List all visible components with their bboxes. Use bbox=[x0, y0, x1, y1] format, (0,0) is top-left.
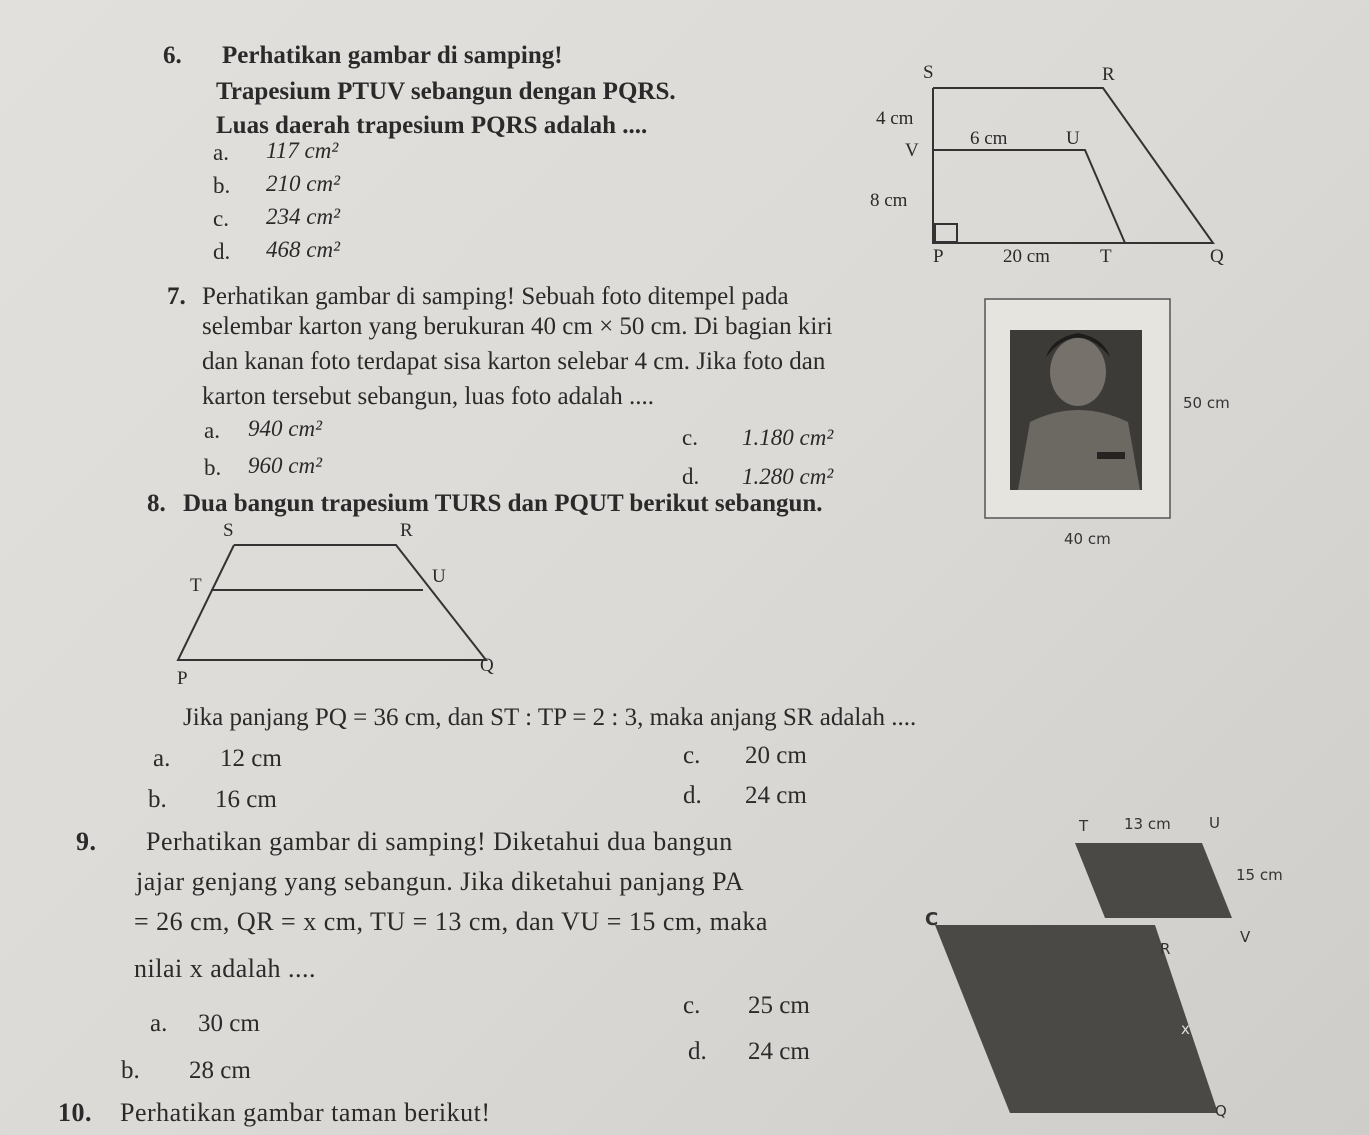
q10-line: Perhatikan gambar taman berikut! bbox=[120, 1098, 491, 1127]
q8-option-a-value: 12 cm bbox=[220, 745, 282, 772]
q9-option-c-key: c. bbox=[683, 992, 701, 1019]
q7-width-label: 40 cm bbox=[1064, 530, 1111, 548]
q6-label-r: R bbox=[1102, 64, 1115, 85]
q9-option-a-value: 30 cm bbox=[198, 1010, 260, 1037]
q6-line-2: Trapesium PTUV sebangun dengan PQRS. bbox=[216, 78, 676, 105]
q6-dim-8cm: 8 cm bbox=[870, 190, 908, 211]
q7-option-a-value: 940 cm² bbox=[248, 416, 322, 441]
q6-number: 6. bbox=[163, 42, 182, 69]
q8-label-s: S bbox=[223, 520, 234, 541]
q9-top-length: 13 cm bbox=[1124, 815, 1171, 833]
q8-label-p: P bbox=[177, 668, 188, 689]
q8-number: 8. bbox=[147, 490, 166, 517]
q8-label-q: Q bbox=[480, 655, 494, 676]
q7-line-4: karton tersebut sebangun, luas foto adalah .... bbox=[202, 383, 654, 410]
q8-option-c-value: 20 cm bbox=[745, 742, 807, 769]
q9-line-4: nilai x adalah .... bbox=[134, 954, 317, 983]
q9-side-length: 15 cm bbox=[1236, 866, 1283, 884]
q7-line-1: Perhatikan gambar di samping! Sebuah foto ditempel pada bbox=[202, 283, 789, 310]
q8-option-d-value: 24 cm bbox=[745, 782, 807, 809]
q7-option-d-value: 1.280 cm² bbox=[742, 464, 834, 489]
q8-label-u: U bbox=[432, 566, 446, 587]
q6-option-a-key: a. bbox=[213, 140, 229, 165]
q7-height-label: 50 cm bbox=[1183, 394, 1230, 412]
q9-line-1: Perhatikan gambar di samping! Diketahui dua bangun bbox=[146, 827, 733, 856]
q6-option-b-value: 210 cm² bbox=[266, 171, 340, 196]
q6-label-v: V bbox=[905, 140, 919, 161]
q8-question: Jika panjang PQ = 36 cm, dan ST : TP = 2 : 3, maka anjang SR adalah .... bbox=[183, 704, 917, 731]
q8-option-a-key: a. bbox=[153, 745, 171, 772]
q6-dim-20cm: 20 cm bbox=[1003, 246, 1050, 267]
q9-label-r: R bbox=[1160, 940, 1171, 958]
q9-label-v: V bbox=[1240, 928, 1251, 946]
q6-option-a-value: 117 cm² bbox=[266, 138, 339, 163]
q9-option-d-key: d. bbox=[688, 1038, 707, 1065]
q9-label-t: T bbox=[1079, 817, 1089, 835]
q7-number: 7. bbox=[167, 283, 186, 310]
q7-line-2: selembar karton yang berukuran 40 cm × 50 cm. Di bagian kiri bbox=[202, 313, 833, 340]
q6-line-1: Perhatikan gambar di samping! bbox=[222, 42, 563, 69]
q8-option-b-value: 16 cm bbox=[215, 786, 277, 813]
q9-option-a-key: a. bbox=[150, 1010, 168, 1037]
q7-option-d-key: d. bbox=[682, 464, 700, 489]
q6-option-c-key: c. bbox=[213, 206, 229, 231]
q8-label-t: T bbox=[190, 575, 202, 596]
q9-label-q: Q bbox=[1215, 1102, 1227, 1120]
q6-dim-6cm: 6 cm bbox=[970, 128, 1008, 149]
q9-option-b-key: b. bbox=[121, 1057, 140, 1084]
q6-option-d-key: d. bbox=[213, 239, 231, 264]
q8-option-c-key: c. bbox=[683, 742, 701, 769]
q9-label-c: C bbox=[925, 909, 939, 930]
q7-option-b-value: 960 cm² bbox=[248, 453, 322, 478]
q9-line-2: jajar genjang yang sebangun. Jika diketahui panjang PA bbox=[136, 867, 745, 896]
q8-option-d-key: d. bbox=[683, 782, 702, 809]
q9-number: 9. bbox=[76, 827, 97, 856]
q7-option-b-key: b. bbox=[204, 455, 222, 480]
q6-label-u: U bbox=[1066, 128, 1080, 149]
q10-number: 10. bbox=[58, 1098, 92, 1127]
q7-option-a-key: a. bbox=[204, 418, 220, 443]
q6-label-t: T bbox=[1100, 246, 1112, 267]
q6-option-c-value: 234 cm² bbox=[266, 204, 340, 229]
q7-option-c-key: c. bbox=[682, 425, 698, 450]
q6-option-b-key: b. bbox=[213, 173, 231, 198]
q9-line-3: = 26 cm, QR = x cm, TU = 13 cm, dan VU = 15 cm, maka bbox=[134, 907, 768, 936]
q6-dim-4cm: 4 cm bbox=[876, 108, 914, 129]
q7-line-3: dan kanan foto terdapat sisa karton selebar 4 cm. Jika foto dan bbox=[202, 348, 826, 375]
q6-label-s: S bbox=[923, 62, 934, 83]
q9-option-b-value: 28 cm bbox=[189, 1057, 251, 1084]
q8-label-r: R bbox=[400, 520, 413, 541]
q6-option-d-value: 468 cm² bbox=[266, 237, 340, 262]
q8-option-b-key: b. bbox=[148, 786, 167, 813]
q6-line-3: Luas daerah trapesium PQRS adalah .... bbox=[216, 112, 648, 139]
q8-line: Dua bangun trapesium TURS dan PQUT berikut sebangun. bbox=[183, 490, 823, 517]
q6-label-p: P bbox=[933, 246, 944, 267]
q9-option-d-value: 24 cm bbox=[748, 1038, 810, 1065]
q9-label-u: U bbox=[1209, 814, 1220, 832]
q9-option-c-value: 25 cm bbox=[748, 992, 810, 1019]
q6-label-q: Q bbox=[1210, 246, 1224, 267]
q9-label-x: x bbox=[1181, 1020, 1190, 1038]
q7-option-c-value: 1.180 cm² bbox=[742, 425, 834, 450]
